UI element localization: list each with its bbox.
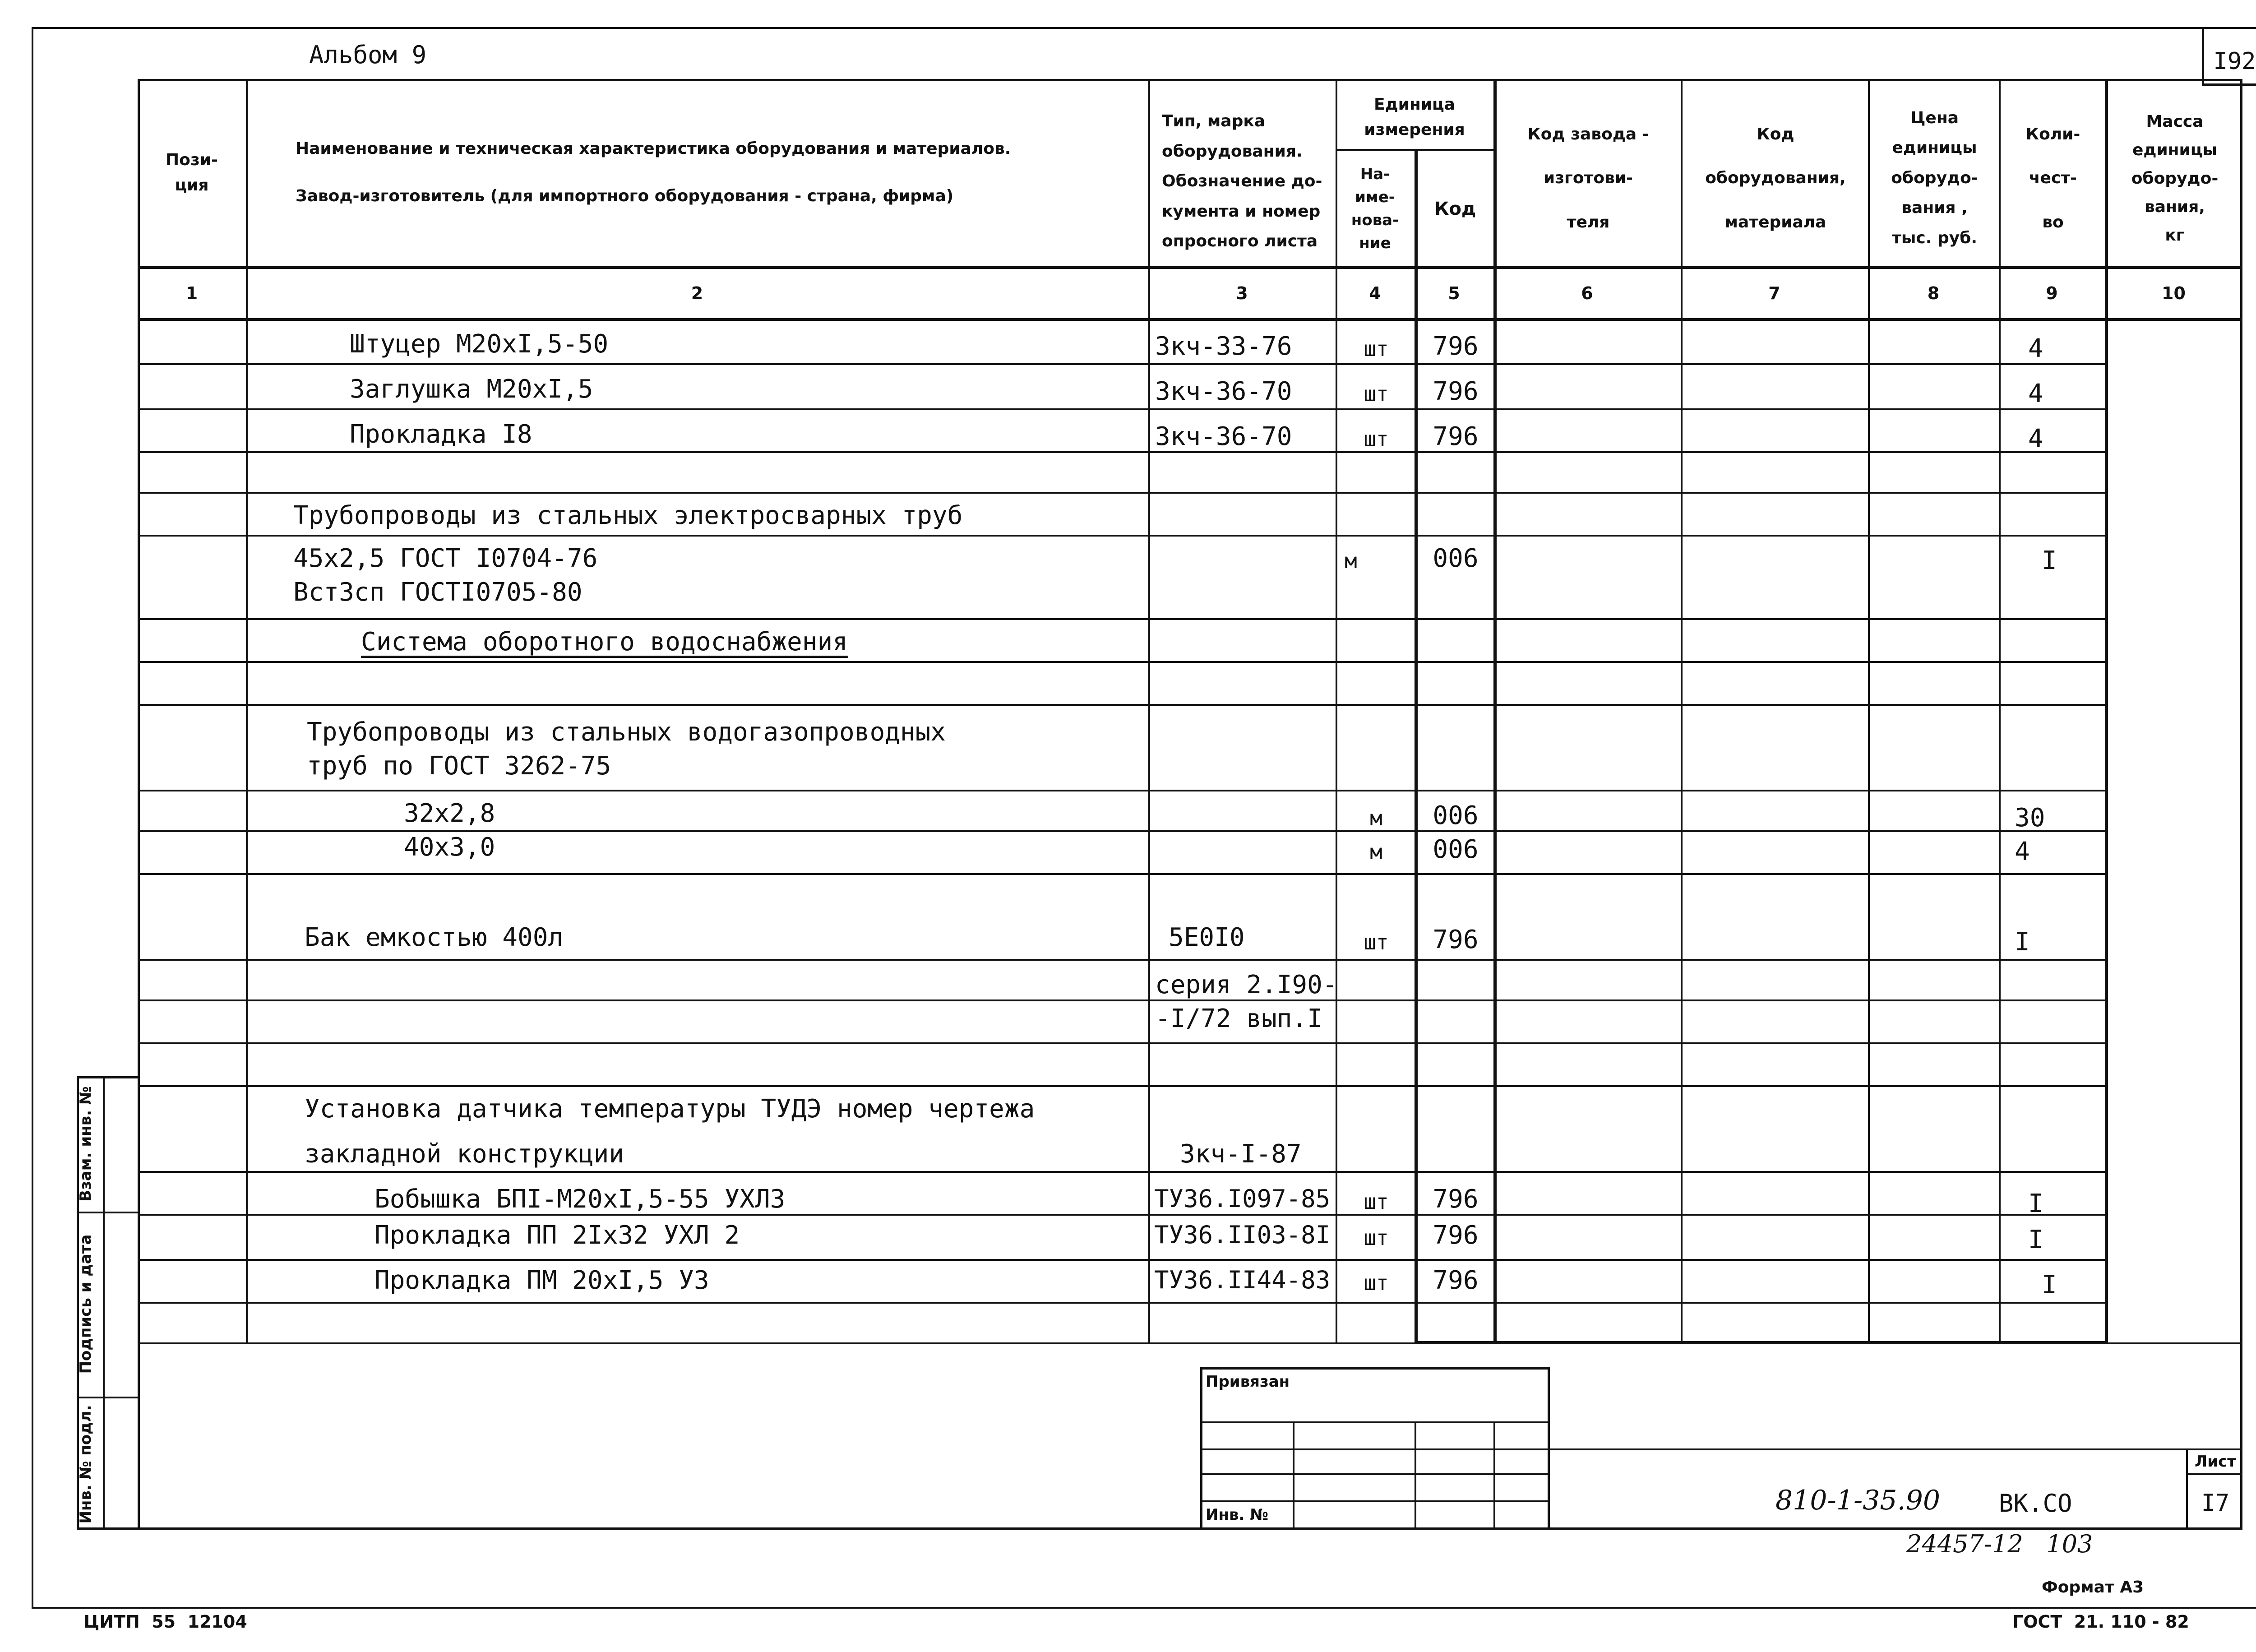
row-unit: м <box>1370 840 1382 864</box>
row-code: 796 <box>1433 422 1479 451</box>
unit-group-header: Единица измерения <box>1364 95 1465 139</box>
col-header-5: Код <box>1434 198 1476 219</box>
row-line <box>138 873 2107 875</box>
row-code: 006 <box>1433 835 1479 864</box>
row-line <box>138 451 2107 453</box>
row-line <box>138 704 2107 706</box>
row-line <box>138 661 2107 663</box>
privyazan-line <box>1200 1473 1550 1475</box>
col-num-9: 9 <box>2046 283 2058 303</box>
row-line <box>138 618 2107 620</box>
row-unit: шт <box>1364 1271 1389 1295</box>
row-qty: 4 <box>2028 424 2043 453</box>
col-num-4: 4 <box>1369 283 1381 303</box>
list-box-line <box>2186 1448 2188 1530</box>
row-unit: шт <box>1364 1189 1389 1214</box>
row-qty: I <box>2042 546 2057 575</box>
col-num-3: 3 <box>1236 283 1248 303</box>
row-name: 32х2,8 <box>404 799 495 828</box>
row-name: Штуцер М20хI,5-50 <box>350 329 609 359</box>
col-header-8: Цена единицы оборудо- вания , тыс. руб. <box>1891 108 1978 247</box>
row-type: 3кч-33-76 <box>1155 332 1292 361</box>
col-header-2: Наименование и техническая характеристика оборудования и материалов. Завод-изготовитель (для импортного оборудования - страна, фирма) <box>296 139 1011 205</box>
row-line <box>138 535 2107 537</box>
row-line <box>138 1085 2107 1087</box>
row-qty: 4 <box>2028 334 2043 363</box>
row-line <box>138 408 2107 410</box>
row-code: 796 <box>1433 377 1479 406</box>
row-code: 006 <box>1433 544 1479 573</box>
row-name: Установка датчика температуры ТУДЭ номер чертежа <box>305 1094 1035 1124</box>
row-type: серия 2.I90- <box>1155 970 1338 1000</box>
doc-mark: ВК.СО <box>1999 1489 2072 1518</box>
col-header-10: Масса единицы оборудо- вания, кг <box>2131 112 2219 245</box>
colnum-bottom-line <box>138 318 2242 321</box>
section-title: Система оборотного водоснабжения <box>361 627 848 657</box>
side-stamp-line <box>77 1397 140 1398</box>
list-box-line <box>2186 1473 2242 1475</box>
row-qty: I <box>2028 1225 2043 1254</box>
row-unit: шт <box>1364 1226 1389 1250</box>
row-code: 796 <box>1433 1221 1479 1250</box>
stamp-top-line <box>1550 1448 2242 1450</box>
row-name: Прокладка ПП 2Iх32 УХЛ 2 <box>374 1221 740 1250</box>
row-name: 45х2,5 ГОСТ I0704-76 <box>293 544 598 573</box>
col-num-5: 5 <box>1448 283 1460 303</box>
row-unit: шт <box>1364 337 1389 361</box>
handwritten-number: 24457-12 103 <box>1906 1530 2093 1558</box>
row-qty: I <box>2042 1270 2057 1300</box>
row-name: труб по ГОСТ 3262-75 <box>307 751 611 781</box>
side-stamp-line <box>77 1212 140 1213</box>
col-header-6: Код завода - изготови- теля <box>1527 125 1649 231</box>
row-type: 3кч-36-70 <box>1155 422 1292 451</box>
row-unit: шт <box>1364 427 1389 451</box>
row-line <box>138 1342 2242 1344</box>
col-num-10: 10 <box>2162 283 2186 303</box>
row-name: Бобышка БПI-М20хI,5-55 УХЛЗ <box>374 1185 786 1214</box>
row-unit: м <box>1345 549 1357 573</box>
col-line-7 <box>1868 79 1870 1342</box>
doc-code: 810-1-35.90 <box>1775 1485 1941 1516</box>
privyazan-line <box>1200 1500 1550 1502</box>
col-line-3 <box>1336 79 1337 1342</box>
row-type: ТУ36.II03-8I <box>1154 1221 1331 1249</box>
privyazan-label: Привязан <box>1206 1373 1290 1391</box>
row-type: 5Е0I0 <box>1169 923 1245 952</box>
row-name: закладной конструкции <box>305 1139 624 1169</box>
col-header-7: Код оборудования, материала <box>1705 125 1846 231</box>
row-name: Трубопроводы из стальных водогазопроводных <box>307 717 946 747</box>
col-num-7: 7 <box>1768 283 1780 303</box>
format-label: Формат А3 <box>2042 1578 2144 1596</box>
row-qty: 30 <box>2015 803 2045 833</box>
row-line <box>138 1302 2107 1304</box>
list-number: I7 <box>2201 1490 2230 1517</box>
row-code: 796 <box>1433 332 1479 361</box>
row-type: 3кч-I-87 <box>1180 1139 1302 1169</box>
side-stamp-divider <box>103 1076 105 1530</box>
list-label: Лист <box>2195 1453 2236 1471</box>
col-num-1: 1 <box>185 283 198 303</box>
row-line <box>138 492 2107 494</box>
header-bottom-line <box>138 266 2242 269</box>
row-name: 40х3,0 <box>404 833 495 862</box>
col-num-8: 8 <box>1927 283 1940 303</box>
privyazan-line <box>1200 1448 1550 1450</box>
row-type: -I/72 вып.I <box>1155 1004 1322 1033</box>
col-num-2: 2 <box>691 283 703 303</box>
col-line-8 <box>1999 79 2001 1342</box>
privyazan-line <box>1200 1421 1550 1423</box>
sheet-number: I92 <box>2213 48 2256 75</box>
row-qty: 4 <box>2028 379 2043 408</box>
row-unit: шт <box>1364 930 1389 954</box>
row-line <box>138 1259 2107 1261</box>
row-line <box>138 1214 2107 1216</box>
row-type: ТУ36.I097-85 <box>1154 1185 1331 1213</box>
col-line-2 <box>1148 79 1150 1342</box>
col-line-6 <box>1681 79 1683 1342</box>
col-line-5 <box>1493 79 1497 1342</box>
album-title: Альбом 9 <box>309 41 427 69</box>
col-header-9: Коли- чест- во <box>2025 125 2080 231</box>
row-code: 796 <box>1433 1266 1479 1295</box>
row-name: Бак емкостью 400л <box>305 923 564 952</box>
row-code: 796 <box>1433 1185 1479 1214</box>
privyazan-vline <box>1493 1421 1495 1530</box>
row-qty: 4 <box>2015 837 2030 866</box>
row-name: Трубопроводы из стальных электросварных труб <box>293 501 963 530</box>
gost-label: ГОСТ 21. 110 - 82 <box>2012 1612 2189 1632</box>
row-code: 796 <box>1433 925 1479 954</box>
row-line <box>138 830 2107 832</box>
row-qty: I <box>2015 927 2030 957</box>
row-line <box>138 959 2107 961</box>
col-line-9 <box>2105 79 2108 1342</box>
row-line <box>138 790 2107 791</box>
row-line <box>138 1000 2107 1001</box>
row-line <box>138 363 2107 365</box>
row-name: Прокладка ПМ 20хI,5 У3 <box>374 1266 709 1295</box>
row-code: 006 <box>1433 801 1479 830</box>
inv-no-label: Инв. № <box>1206 1506 1269 1524</box>
row-unit: м <box>1370 806 1382 830</box>
row-qty: I <box>2028 1189 2043 1218</box>
privyazan-vline <box>1415 1421 1416 1530</box>
col-num-6: 6 <box>1581 283 1593 303</box>
side-stamp-podpis: Подпись и дата <box>77 1234 95 1374</box>
col-header-1: Пози- ция <box>166 150 218 194</box>
row-unit: шт <box>1364 382 1389 406</box>
row-name: Прокладка I8 <box>350 420 532 449</box>
row-type: ТУ36.II44-83 <box>1154 1266 1331 1294</box>
col-header-3: Тип, марка оборудования. Обозначение до- кумента и номер опросного листа <box>1162 112 1322 251</box>
row-name: Заглушка М20хI,5 <box>350 375 593 404</box>
side-stamp-vzam: Взам. инв. № <box>77 1086 95 1202</box>
row-name: ВстЗсп ГОСТI0705-80 <box>293 578 582 607</box>
col-header-4: На- име- нова- ние <box>1351 165 1399 252</box>
privyazan-vline <box>1293 1421 1294 1530</box>
left-code: ЦИТП 55 12104 <box>83 1612 247 1632</box>
col-line-1 <box>246 79 248 1342</box>
row-line <box>138 1042 2107 1044</box>
row-type: 3кч-36-70 <box>1155 377 1292 406</box>
row-line <box>138 1171 2107 1173</box>
side-stamp-inv: Инв. № подл. <box>77 1405 95 1524</box>
